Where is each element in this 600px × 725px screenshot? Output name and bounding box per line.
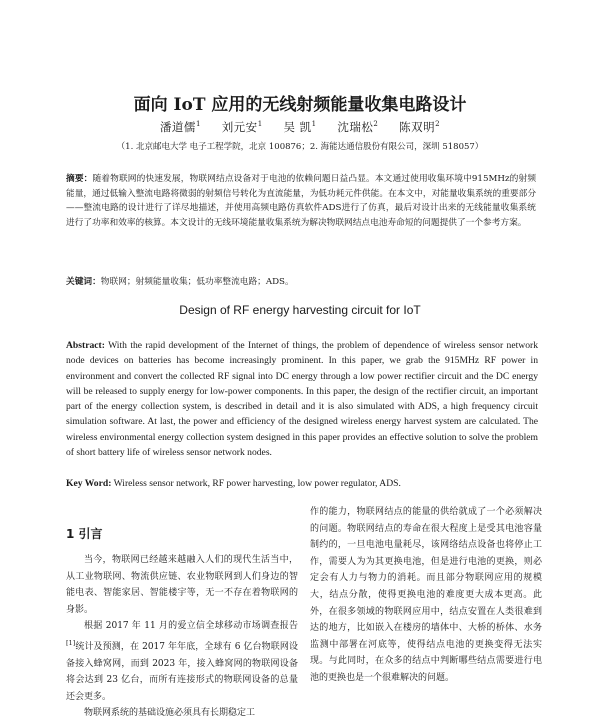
english-abstract-label: Abstract: [66, 340, 105, 351]
author-name: 吴 凯 [283, 120, 312, 134]
english-keywords-text: Wireless sensor network, RF power harvesting, low power regulator, ADS. [113, 478, 401, 489]
english-abstract [66, 338, 538, 460]
chinese-abstract-text: 随着物联网的快速发展，物联网结点设备对于电池的依赖问题日益凸显。本文通过使用收集环境中915MHz的射频能量，通过低输入整流电路将微弱的射频信号转化为直流能量，为低功耗元件供能。在本文中，对能量收集系统的重要部分——整流电路的设计进行了详尽地描述，并使用高频电路仿真软件ADS进行了仿真，最后对设计出来的无线能量收集系统进行了功率和效率的核算。本文设计的无线环境能量收集系统为解决物联网结点电池寿命短的问题提供了一个参考方案。 [66, 174, 537, 228]
body-paragraph: 当今，物联网已经越来越融入人们的现代生活当中，从工业物联网、物流供应链、农业物联网到人们身边的智能电表、智能家居、智能楼宇等，无一不存在着物联网的身影。 [66, 555, 298, 615]
body-paragraph [66, 618, 298, 705]
affiliation-line: （1. 北京邮电大学 电子工程学院，北京 100876；2. 海能达通信股份有限公司，深圳 518057） [116, 142, 484, 152]
paragraph-text: 统计及预测，在 2017 年年底，全球有 6 亿台物联网设备接入蜂窝网，而到 2023 年，接入蜂窝网的物联网设备将会达到 23 亿台，而所有连接形式的物联网设备的总量还会更多。 [66, 641, 298, 702]
chinese-abstract-label: 摘要： [66, 174, 93, 184]
author-affil-mark: 2 [373, 120, 379, 129]
right-column [310, 504, 542, 687]
chinese-keywords [66, 275, 536, 289]
left-column [66, 552, 298, 722]
citation-reference: [1] [66, 638, 76, 647]
paragraph-text: 根据 2017 年 11 月的爱立信全球移动市场调查报告 [84, 621, 298, 632]
author-affil-mark: 1 [311, 120, 317, 129]
author-affil-mark: 2 [435, 120, 441, 129]
body-paragraph: 作的能力，物联网结点的能量的供给就成了一个必须解决的问题。物联网结点的寿命在很大程度上是受其电池容量制约的，一旦电池电量耗尽，该网络结点设备也将停止工作，需要人为为其更换电池，但是进行电池的更换，则必定会有人力与物力的消耗。而且部分物联网应用的规模大，结点分散，使得更换电池的难度更大成本更高。此外，在很多领域的物联网应用中，结点安置在人类很难到达的地方，比如嵌入在楼房的墙体中、大桥的桥体、水务监测中部署在河底等，使得结点电池的更换变得无法实现。与此同时，在众多的结点中判断哪些结点需要进行电池的更换也是一个很难解决的问题。 [310, 507, 542, 683]
chinese-keywords-label: 关键词： [66, 277, 101, 287]
chinese-abstract [66, 172, 536, 230]
english-title: Design of RF energy harvesting circuit for IoT [179, 303, 421, 317]
author-affil-mark: 1 [257, 120, 263, 129]
english-keywords [66, 477, 538, 491]
body-paragraph: 物联网系统的基础设施必须具有长期稳定工 [84, 708, 256, 719]
author-name: 陈双明 [399, 120, 436, 134]
author-name: 潘道儒 [159, 120, 196, 134]
english-keywords-label: Key Word: [66, 478, 112, 489]
paper-title: 面向 IoT 应用的无线射频能量收集电路设计 [133, 95, 467, 115]
author-affil-mark: 1 [195, 120, 201, 129]
section-heading-introduction: 1 引言 [66, 527, 103, 541]
english-abstract-text: With the rapid development of the Internet of things, the problem of dependence of wireless sensor network node devices on batteries has become increasingly prominent. In this paper, we grab the 915MHz RF power in environment and convert the collected RF signal into DC energy through a low power rectifier circuit and the DC energy will be released to supply energy for low-power components. In this paper, the design of the rectifier circuit, an important part of the energy collection system, is described in detail and it is also simulated with ADS, a high frequency circuit simulation software. At last, the power and efficiency of the designed wireless energy harvest system are calculated. The wireless environmental energy collection system designed in this paper provides an effective solution to solve the problem of short battery life of wireless sensor network nodes. [66, 340, 538, 459]
chinese-keywords-text: 物联网；射频能量收集；低功率整流电路；ADS。 [100, 277, 294, 287]
author-name: 刘元安 [221, 120, 258, 134]
author-list [0, 119, 600, 135]
author-name: 沈瑞松 [337, 120, 374, 134]
